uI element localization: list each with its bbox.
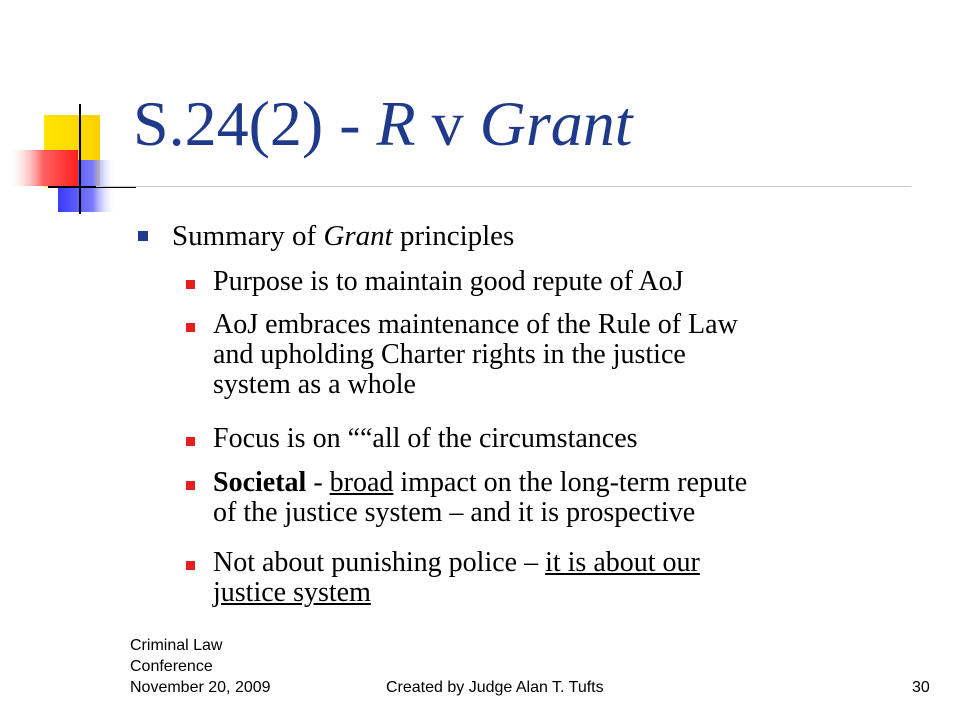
- sub-bullet-focus: Focus is on ““all of the circumstances: [213, 423, 638, 454]
- sub-bullet-societal: Societal - broad impact on the long-term repute of the justice system – and it is prospective: [213, 467, 748, 528]
- title-prefix: S.24(2) -: [133, 88, 377, 159]
- footer-author: Created by Judge Alan T. Tufts: [386, 679, 604, 696]
- sub-bullet-marker-icon: [186, 280, 195, 289]
- broad-underlined: broad: [329, 467, 394, 498]
- bullet-marker-icon: [138, 231, 148, 241]
- sub-bullet-purpose: Purpose is to maintain good repute of AoJ: [213, 266, 684, 297]
- decorative-logo-icon: [0, 0, 140, 230]
- justice-underlined-2: justice system: [213, 577, 371, 608]
- sub-bullet-marker-icon: [186, 481, 195, 490]
- bullet-summary: Summary of Grant principles: [172, 220, 515, 252]
- sub-bullet-police: Not about punishing police – it is about our justice system: [213, 547, 700, 608]
- sub-bullet-aoj: AoJ embraces maintenance of the Rule of Law and upholding Charter rights in the justice system as a whole: [213, 309, 738, 400]
- title-r: R: [376, 88, 416, 159]
- sub-bullet-marker-icon: [186, 437, 195, 446]
- page-number: 30: [912, 679, 930, 696]
- justice-underlined-1: it is about our: [545, 547, 700, 578]
- societal-bold: Societal: [213, 467, 307, 498]
- title-divider: [96, 186, 911, 187]
- sub-bullet-marker-icon: [186, 323, 195, 332]
- grant-italic: Grant: [323, 220, 393, 252]
- title-v: v: [415, 88, 480, 159]
- title-grant: Grant: [479, 88, 633, 159]
- footer-conference: Criminal Law Conference November 20, 2009: [130, 637, 271, 696]
- slide-title: [133, 88, 633, 159]
- sub-bullet-marker-icon: [186, 561, 195, 570]
